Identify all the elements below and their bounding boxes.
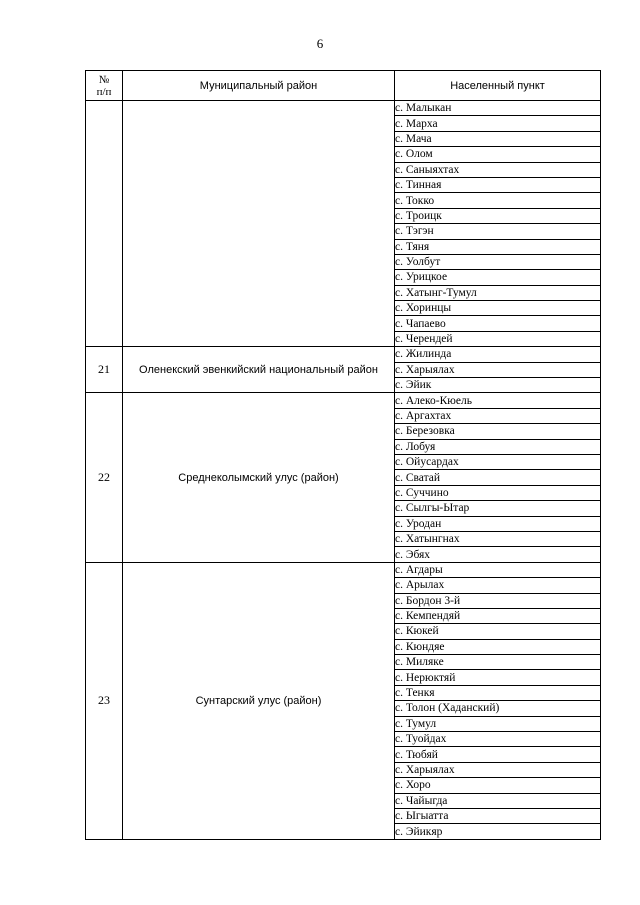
settlement-name: с. Тюбяй <box>395 747 601 762</box>
settlement-name: с. Кюндяе <box>395 639 601 654</box>
row-number: 22 <box>86 393 123 562</box>
table-row <box>86 101 601 116</box>
settlement-name: с. Тэгэн <box>395 224 601 239</box>
settlement-name: с. Уолбут <box>395 254 601 269</box>
settlement-name: с. Тенкя <box>395 685 601 700</box>
row-number <box>86 101 123 347</box>
settlement-name: с. Чайыгда <box>395 793 601 808</box>
settlement-name: с. Урицкое <box>395 270 601 285</box>
settlement-name: с. Туойдах <box>395 732 601 747</box>
table-row <box>86 562 601 577</box>
settlement-name: с. Хоринцы <box>395 301 601 316</box>
settlement-name: с. Малыкан <box>395 101 601 116</box>
settlement-name: с. Саныяхтах <box>395 162 601 177</box>
settlement-name: с. Харыялах <box>395 362 601 377</box>
table-row <box>86 393 601 408</box>
settlement-name: с. Сылгы-Ытар <box>395 501 601 516</box>
settlement-name: с. Толон (Хаданский) <box>395 701 601 716</box>
page-number: 6 <box>316 36 324 51</box>
settlement-name: с. Эбях <box>395 547 601 562</box>
settlement-name: с. Эйикяр <box>395 824 601 839</box>
district-name <box>123 101 395 347</box>
settlement-name: с. Чапаево <box>395 316 601 331</box>
settlement-name: с. Алеко-Кюель <box>395 393 601 408</box>
settlement-name: с. Уродан <box>395 516 601 531</box>
district-name: Среднеколымский улус (район) <box>123 393 395 562</box>
row-number: 21 <box>86 347 123 393</box>
header-number-part: п/п <box>96 85 112 98</box>
header-district: Муниципальный район <box>123 71 395 101</box>
row-number: 23 <box>86 562 123 839</box>
settlement-name: с. Хоро <box>395 778 601 793</box>
settlement-name: с. Мача <box>395 131 601 146</box>
settlement-name: с. Троицк <box>395 208 601 223</box>
settlement-name: с. Ойусардах <box>395 454 601 469</box>
settlement-name: с. Токко <box>395 193 601 208</box>
table-header-row <box>86 71 601 101</box>
settlement-name: с. Миляке <box>395 655 601 670</box>
settlement-name: с. Березовка <box>395 424 601 439</box>
settlement-name: с. Тяня <box>395 239 601 254</box>
settlement-name: с. Жилинда <box>395 347 601 362</box>
settlement-name: с. Харыялах <box>395 762 601 777</box>
settlement-name: с. Хатынгнах <box>395 531 601 546</box>
district-name: Сунтарский улус (район) <box>123 562 395 839</box>
settlement-name: с. Суччино <box>395 485 601 500</box>
table-row <box>86 347 601 362</box>
settlements-table <box>85 70 601 840</box>
settlement-name: с. Агдары <box>395 562 601 577</box>
settlement-name: с. Олом <box>395 147 601 162</box>
settlement-name: с. Бордон 3-й <box>395 593 601 608</box>
settlement-name: с. Аргахтах <box>395 408 601 423</box>
settlement-name: с. Хатынг-Тумул <box>395 285 601 300</box>
settlement-name: с. Сватай <box>395 470 601 485</box>
settlement-name: с. Лобуя <box>395 439 601 454</box>
settlement-name: с. Кюкей <box>395 624 601 639</box>
header-number-part: № <box>98 73 110 86</box>
settlement-name: с. Ыгыатта <box>395 808 601 823</box>
header-number <box>86 71 123 101</box>
table-body <box>86 101 601 840</box>
settlement-name: с. Марха <box>395 116 601 131</box>
settlement-name: с. Кемпендяй <box>395 608 601 623</box>
settlement-name: с. Тумул <box>395 716 601 731</box>
settlement-name: с. Черендей <box>395 331 601 346</box>
district-name: Оленекский эвенкийский национальный район <box>123 347 395 393</box>
settlement-name: с. Эйик <box>395 378 601 393</box>
settlement-name: с. Тинная <box>395 177 601 192</box>
settlement-name: с. Арылах <box>395 578 601 593</box>
header-settlement: Населенный пункт <box>395 71 601 101</box>
settlement-name: с. Нерюктяй <box>395 670 601 685</box>
